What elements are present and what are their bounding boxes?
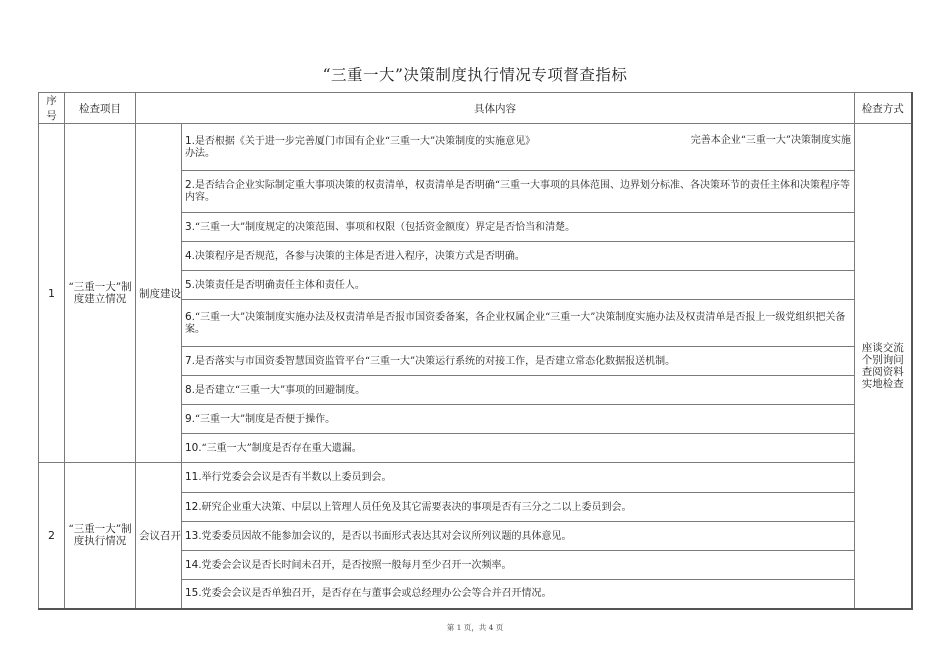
item-number: 9 — [185, 412, 192, 425]
item-number: 1 — [185, 134, 192, 147]
item-number: 14 — [185, 558, 199, 571]
item-number: 8 — [185, 383, 192, 396]
content-cell — [182, 522, 855, 551]
header-content: 具体内容 — [136, 93, 855, 124]
content-cell — [182, 551, 855, 580]
item-cell: “三重一大”制度执行情况 — [65, 463, 136, 609]
item-number: 3 — [185, 220, 192, 233]
content-cell — [182, 300, 855, 347]
item-text: .“三重一大”制度是否便于操作。 — [191, 413, 336, 425]
content-cell — [182, 580, 855, 609]
item-number: 10 — [185, 441, 199, 454]
content-cell — [182, 493, 855, 522]
item-number: 13 — [185, 529, 199, 542]
item-text: .“三重一大”决策制度实施办法及权责清单是否报市国资委备案，各企业权属企业“三重一大”决策制度实施办法及权责清单是否报上一级党组织把关备案。 — [185, 311, 846, 335]
item-number: 4 — [185, 249, 192, 262]
content-cell — [182, 271, 855, 300]
method-cell: 座谈交流个别询问查阅资料实地检查 — [855, 124, 912, 609]
subitem-cell: 会议召开 — [136, 463, 182, 609]
seq-cell: 2 — [39, 463, 65, 609]
content-cell — [182, 213, 855, 242]
item-text: .决策责任是否明确责任主体和责任人。 — [191, 279, 365, 291]
item-number: 5 — [185, 278, 192, 291]
header-method: 检查方式 — [855, 93, 912, 124]
header-item: 检查项目 — [65, 93, 136, 124]
subitem-cell: 制度建设 — [136, 124, 182, 463]
item-text: .决策程序是否规范，各参与决策的主体是否进入程序，决策方式是否明确。 — [191, 250, 525, 262]
item-text: .党委委员因故不能参加会议的，是否以书面形式表达其对会议所列议题的具体意见。 — [198, 530, 572, 542]
content-cell — [182, 405, 855, 434]
item-text: .是否根据《关于进一步完善厦门市国有企业“三重一大”决策制度的实施意见》 — [191, 135, 536, 147]
inspection-table — [38, 92, 913, 610]
content-cell — [182, 171, 855, 213]
item-text: .是否落实与市国资委智慧国资监管平台“三重一大”决策运行系统的对接工作，是否建立常态化数据报送机制。 — [191, 355, 676, 367]
item-text-cont: 办法。 — [185, 147, 215, 159]
content-cell — [182, 463, 855, 493]
content-cell — [182, 124, 855, 171]
content-cell — [182, 347, 855, 376]
item-text: .研究企业重大决策、中层以上管理人员任免及其它需要表决的事项是否有三分之二以上委员到会。 — [198, 501, 632, 513]
item-cell: “三重一大”制度建立情况 — [65, 124, 136, 463]
item-number: 12 — [185, 500, 199, 513]
item-number: 11 — [185, 471, 199, 483]
table-row — [39, 124, 912, 171]
item-text: .是否建立“三重一大”事项的回避制度。 — [191, 384, 366, 396]
header-row — [39, 93, 912, 124]
item-text: .举行党委会会议是否有半数以上委员到会。 — [198, 472, 392, 483]
content-cell — [182, 434, 855, 463]
table-row — [39, 463, 912, 493]
content-cell — [182, 376, 855, 405]
item-text: .党委会会议是否长时间未召开，是否按照一般每月至少召开一次频率。 — [198, 559, 512, 571]
content-right-text: 完善本企业“三重一大”决策制度实施 — [690, 134, 851, 146]
item-number: 2 — [185, 179, 192, 191]
item-text: .“三重一大”制度规定的决策范围、事项和权限（包括资金额度）界定是否恰当和清楚。 — [191, 221, 576, 233]
item-number: 7 — [185, 354, 192, 367]
item-text: .“三重一大”制度是否存在重大遗漏。 — [198, 442, 362, 454]
seq-cell: 1 — [39, 124, 65, 463]
document-title: “三重一大”决策制度执行情况专项督查指标 — [322, 66, 628, 84]
item-number: 15 — [185, 587, 199, 600]
item-text: .是否结合企业实际制定重大事项决策的权责清单，权责清单是否明确“三重一大事项的具体范围、边界划分标准、各决策环节的责任主体和决策程序等内容。 — [185, 180, 850, 203]
page-footer: 第 1 页，共 4 页 — [446, 623, 504, 632]
item-number: 6 — [185, 310, 192, 323]
content-cell — [182, 242, 855, 271]
item-text: .党委会会议是否单独召开，是否存在与董事会或总经理办公会等合并召开情况。 — [198, 588, 552, 600]
header-seq: 序号 — [39, 93, 65, 124]
